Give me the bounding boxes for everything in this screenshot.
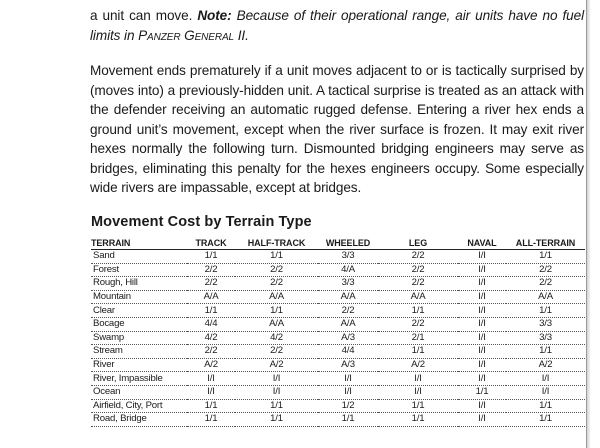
cell-cost: I/I (458, 263, 506, 277)
paragraph-movement-ends: Movement ends prematurely if a unit moves adjacent to or is tactically surprised by (moves into) a previously-hidden unit. A tactical surprise is treated as an attack with the defender receiving an automatic rugged defense. Entering a river hex ends a ground unit’s movement, except when the river surface is frozen. It may exit river hexes normally the following turn. Dismounted bridging engineers may serve as bridges, eliminating this penalty for the hexes engineers occupy. Some especially wide rivers are impassable, except at bridges. (90, 63, 584, 195)
header-all-terrain: ALL-TERRAIN (506, 236, 585, 250)
cell-cost: 1/1 (378, 345, 458, 359)
cell-cost: 1/1 (318, 413, 378, 427)
cell-cost: I/I (235, 385, 318, 399)
table-row (91, 317, 585, 331)
cell-cost: 1/1 (378, 399, 458, 413)
cell-cost: 1/1 (458, 385, 506, 399)
cell-cost: 1/1 (506, 399, 585, 413)
cell-cost: I/I (235, 372, 318, 386)
cell-terrain-name: River, Impassible (91, 372, 187, 386)
cell-terrain-name: Airfield, City, Port (91, 399, 187, 413)
table-row (91, 345, 585, 359)
note-end: . (245, 27, 249, 43)
paragraph-fuel-note (90, 6, 584, 45)
cell-cost: I/I (378, 372, 458, 386)
cell-cost: I/I (378, 385, 458, 399)
cell-terrain-name: Rough, Hill (91, 277, 187, 291)
cell-cost: 2/2 (506, 277, 585, 291)
cell-cost: A/A (318, 290, 378, 304)
table-row (91, 358, 585, 372)
cell-cost: A/A (187, 290, 235, 304)
cell-cost: A/A (235, 317, 318, 331)
table-title: Movement Cost by Terrain Type (91, 214, 312, 230)
cell-cost: 1/1 (235, 304, 318, 318)
cell-cost: 4/A (318, 263, 378, 277)
note-body: Because of their operational range, air units have no fuel limits in (90, 8, 584, 43)
cell-cost: 1/1 (506, 250, 585, 264)
cell-cost: 1/1 (506, 345, 585, 359)
cell-cost: 3/3 (506, 331, 585, 345)
cell-cost: A/A (235, 290, 318, 304)
cell-cost: I/I (458, 358, 506, 372)
table-row (91, 399, 585, 413)
cell-cost: I/I (458, 331, 506, 345)
cell-terrain-name: Clear (91, 304, 187, 318)
cell-cost: I/I (458, 277, 506, 291)
cell-cost: 4/2 (235, 331, 318, 345)
cell-cost: I/I (458, 250, 506, 264)
cell-cost: 2/2 (235, 345, 318, 359)
cell-cost: I/I (458, 399, 506, 413)
cell-terrain-name: Sand (91, 250, 187, 264)
cell-cost: 1/2 (318, 399, 378, 413)
cell-terrain-name: Road, Bridge (91, 413, 187, 427)
cell-cost: 2/2 (318, 304, 378, 318)
cell-cost: 2/2 (187, 263, 235, 277)
cell-cost: I/I (458, 345, 506, 359)
cell-cost: 4/4 (318, 345, 378, 359)
cell-cost: 2/1 (378, 331, 458, 345)
header-leg: LEG (378, 236, 458, 250)
cell-cost: 2/2 (378, 263, 458, 277)
table-row (91, 413, 585, 427)
cell-cost: I/I (458, 413, 506, 427)
cell-cost: I/I (458, 304, 506, 318)
cell-cost: 1/1 (506, 413, 585, 427)
cell-cost: I/I (506, 372, 585, 386)
table-row (91, 250, 585, 264)
header-terrain: TERRAIN (91, 236, 187, 250)
cell-cost: 4/4 (187, 317, 235, 331)
table-row (91, 372, 585, 386)
cell-cost: 1/1 (187, 304, 235, 318)
cell-cost: 1/1 (235, 250, 318, 264)
header-half-track: HALF-TRACK (235, 236, 318, 250)
cell-cost: I/I (187, 372, 235, 386)
cell-cost: I/I (506, 385, 585, 399)
header-naval: NAVAL (458, 236, 506, 250)
cell-cost: I/I (458, 317, 506, 331)
cell-terrain-name: River (91, 358, 187, 372)
cell-terrain-name: Mountain (91, 290, 187, 304)
cell-terrain-name: Bocage (91, 317, 187, 331)
cell-cost: 2/2 (235, 277, 318, 291)
table-row (91, 385, 585, 399)
cell-cost: A/2 (187, 358, 235, 372)
cell-cost: 2/2 (187, 345, 235, 359)
cell-cost: 2/2 (378, 277, 458, 291)
cell-cost: A/A (378, 290, 458, 304)
cell-cost: 3/3 (506, 317, 585, 331)
cell-cost: 2/2 (235, 263, 318, 277)
header-wheeled: WHEELED (318, 236, 378, 250)
table-row (91, 290, 585, 304)
fuel-text-start: a unit can move. (90, 8, 198, 23)
cell-cost: 1/1 (187, 413, 235, 427)
cell-cost: 1/1 (235, 399, 318, 413)
cell-cost: 1/1 (235, 413, 318, 427)
cell-cost: A/2 (378, 358, 458, 372)
page-edge (586, 0, 600, 448)
cell-cost: 4/2 (187, 331, 235, 345)
cell-cost: A/3 (318, 358, 378, 372)
note-label: Note: (197, 8, 232, 23)
header-track: TRACK (187, 236, 235, 250)
cell-cost: 1/1 (378, 413, 458, 427)
cell-cost: 2/2 (378, 317, 458, 331)
table-row (91, 304, 585, 318)
table-row (91, 331, 585, 345)
cell-cost: I/I (318, 372, 378, 386)
cell-cost: 3/3 (318, 277, 378, 291)
cell-cost: 1/1 (187, 399, 235, 413)
cell-terrain-name: Stream (91, 345, 187, 359)
cell-cost: 3/3 (318, 250, 378, 264)
movement-cost-table (91, 236, 585, 427)
cell-cost: A/A (506, 290, 585, 304)
cell-cost: A/A (318, 317, 378, 331)
cell-terrain-name: Forest (91, 263, 187, 277)
cell-terrain-name: Swamp (91, 331, 187, 345)
cell-cost: A/2 (235, 358, 318, 372)
table-row (91, 263, 585, 277)
cell-cost: 1/1 (378, 304, 458, 318)
cell-cost: 1/1 (506, 304, 585, 318)
cell-cost: I/I (458, 290, 506, 304)
table-row (91, 277, 585, 291)
cell-cost: I/I (458, 372, 506, 386)
cell-cost: 2/2 (506, 263, 585, 277)
table-header-row (91, 236, 585, 250)
cell-cost: A/3 (318, 331, 378, 345)
game-title: Panzer General II (138, 27, 246, 43)
cell-cost: 2/2 (378, 250, 458, 264)
cell-cost: A/2 (506, 358, 585, 372)
table-body (91, 250, 585, 427)
cell-cost: I/I (187, 385, 235, 399)
cell-cost: 2/2 (187, 277, 235, 291)
cell-terrain-name: Ocean (91, 385, 187, 399)
cell-cost: I/I (318, 385, 378, 399)
cell-cost: 1/1 (187, 250, 235, 264)
